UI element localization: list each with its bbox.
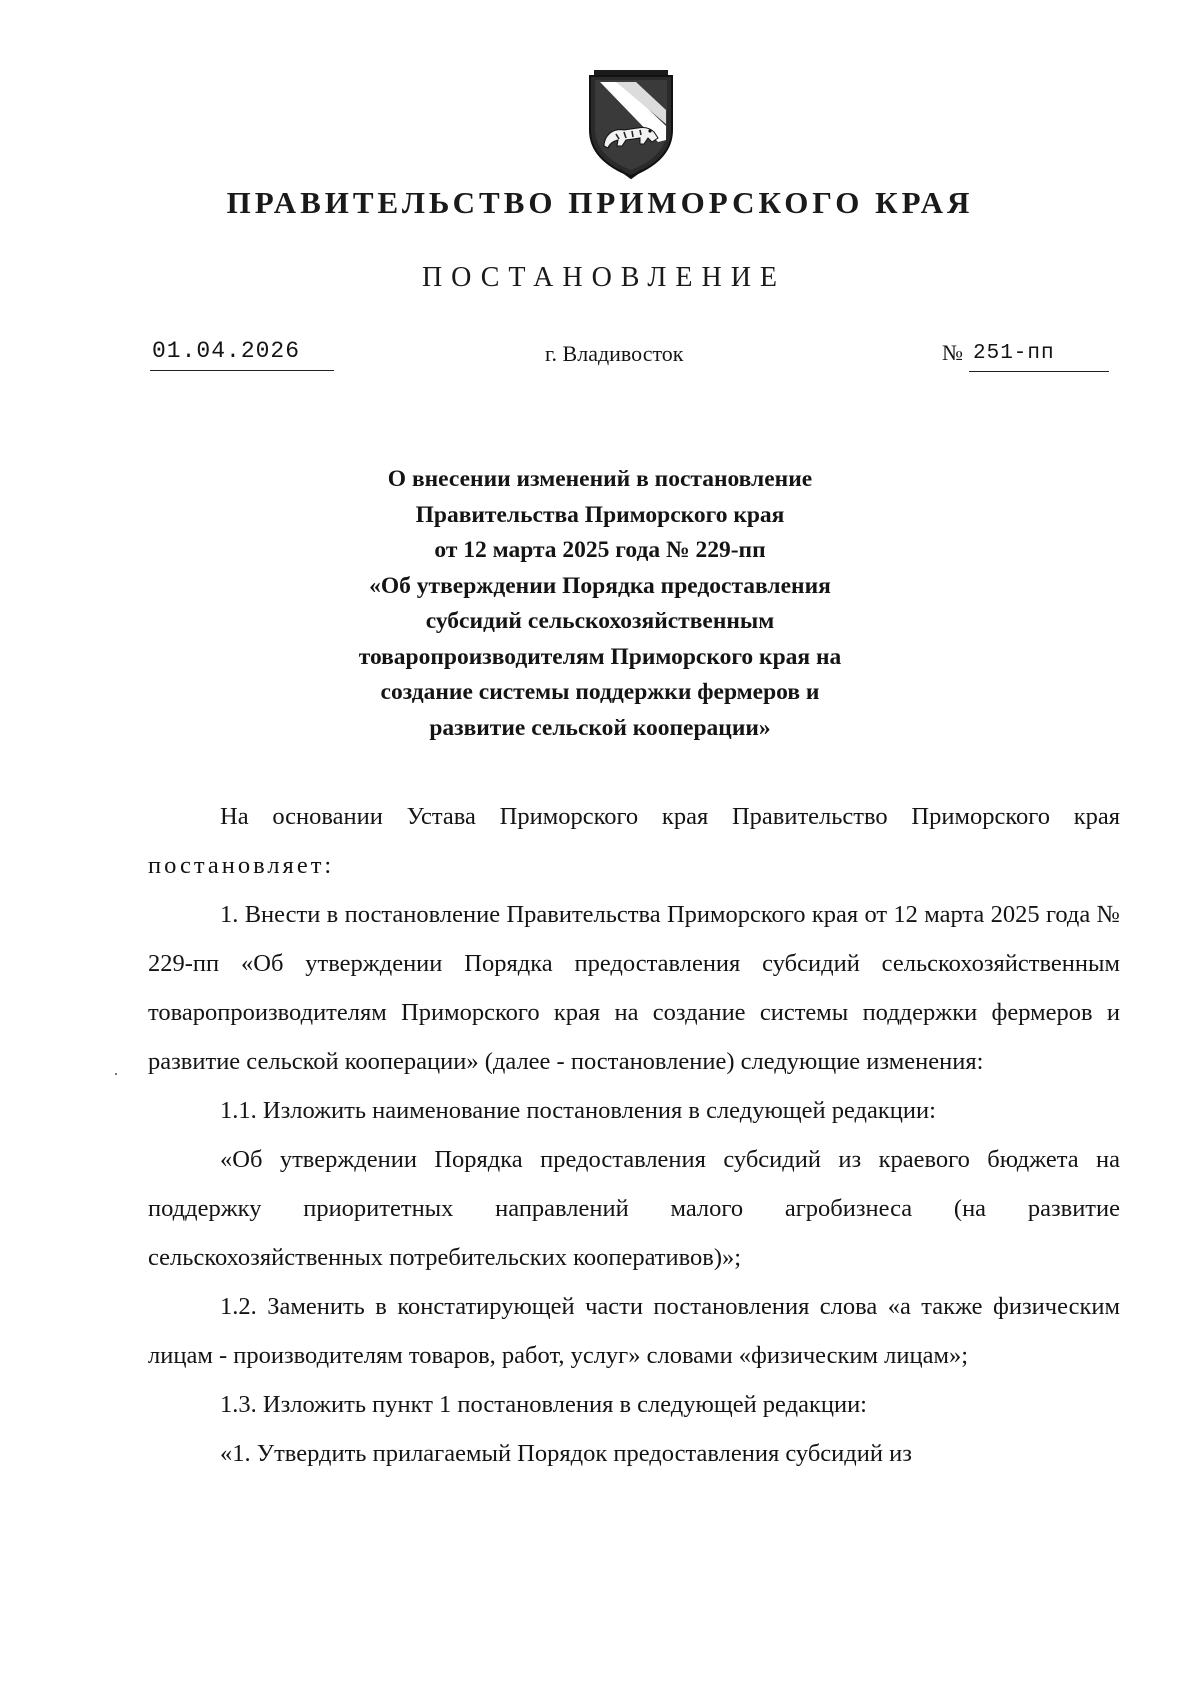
document-city: г. Владивосток <box>545 341 684 366</box>
organization-title: ПРАВИТЕЛЬСТВО ПРИМОРСКОГО КРАЯ <box>226 185 974 220</box>
subject-line: Правительства Приморского края <box>415 501 785 528</box>
resolves-word: постановляет: <box>148 852 335 879</box>
subject-line: «Об утверждении Порядка предоставления <box>369 572 831 599</box>
preamble-text: На основании Устава Приморского края Правительство Приморского края <box>220 803 1120 830</box>
body-paragraph-preamble <box>148 792 1120 890</box>
body-paragraph-quote-title: «Об утверждении Порядка предоставления субсидий из краевого бюджета на поддержку приоритетных направлений малого агробизнеса (на развитие сельскохозяйственных потребительских кооперативов)»; <box>148 1146 1120 1271</box>
document-date-field: 01.04.2026 <box>150 338 334 371</box>
subject-line: создание системы поддержки фермеров и <box>380 679 820 705</box>
body-paragraph-quote-item-1: «1. Утвердить прилагаемый Порядок предоставления субсидий из <box>220 1440 912 1467</box>
document-subject-heading <box>300 462 900 746</box>
document-body <box>148 792 1120 1478</box>
subject-line: развитие сельской кооперации» <box>429 714 771 741</box>
body-paragraph-item-1-1: 1.1. Изложить наименование постановления в следующей редакции: <box>220 1097 936 1124</box>
subject-line: от 12 марта 2025 года № 229-пп <box>434 537 766 563</box>
document-number-field: 251-пп <box>969 342 1109 372</box>
number-sign-label: № <box>942 340 963 365</box>
document-meta-row <box>150 338 1120 374</box>
subject-line: субсидий сельскохозяйственным <box>425 608 775 634</box>
document-number <box>942 338 1109 372</box>
subject-line: О внесении изменений в постановление <box>387 466 813 492</box>
subject-line: товаропроизводителям Приморского края на <box>358 643 842 670</box>
document-kind-title: ПОСТАНОВЛЕНИЕ <box>421 262 787 293</box>
body-paragraph-item-1: 1. Внести в постановление Правительства Приморского края от 12 марта 2025 года № 229-пп «Об утверждении Порядка предоставления субсидий сельскохозяйственным товаропроизводителям Приморского края на создание системы поддержки фермеров и развитие сельской кооперации» (далее - постановление) следующие изменения: <box>148 901 1120 1075</box>
body-paragraph-item-1-3: 1.3. Изложить пункт 1 постановления в следующей редакции: <box>220 1391 867 1418</box>
primorsky-krai-coat-of-arms-icon <box>586 68 676 180</box>
scan-margin-mark <box>115 1073 117 1075</box>
body-paragraph-item-1-2: 1.2. Заменить в констатирующей части постановления слова «а также физическим лицам - производителям товаров, работ, услуг» словами «физическим лицам»; <box>148 1293 1120 1369</box>
